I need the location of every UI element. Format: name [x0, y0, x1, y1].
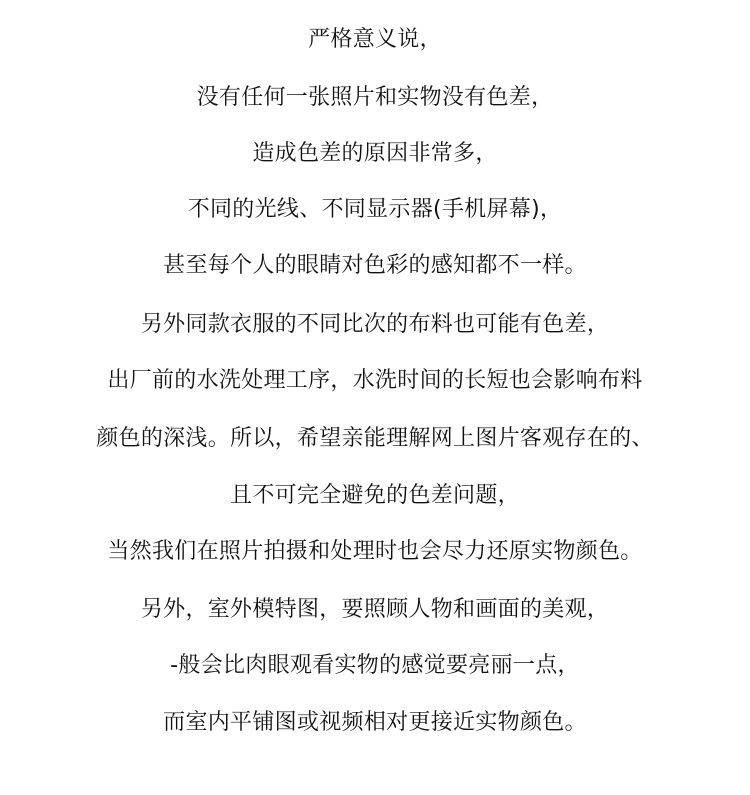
notice-line-13: 而室内平铺图或视频相对更接近实物颜色。	[163, 710, 587, 735]
notice-line-2: 没有任何一张照片和实物没有色差，	[196, 85, 554, 110]
notice-line-12: -般会比肉眼观看实物的感觉要亮丽一点，	[170, 653, 580, 678]
notice-line-8: 颜色的深浅。所以，希望亲能理解网上图片客观存在的、	[96, 426, 654, 451]
notice-line-4: 不同的光线、不同显示器(手机屏幕)，	[187, 197, 563, 222]
notice-line-7: 出厂前的水洗处理工序，水洗时间的长短也会影响布料	[107, 368, 643, 393]
notice-line-1: 严格意义说，	[308, 27, 442, 52]
notice-line-9: 且不可完全避免的色差问题，	[230, 483, 520, 508]
notice-line-10: 当然我们在照片拍摄和处理时也会尽力还原实物颜色。	[107, 539, 643, 564]
notice-line-3: 造成色差的原因非常多，	[252, 141, 498, 166]
notice-line-5: 甚至每个人的眼睛对色彩的感知都不一样。	[163, 253, 587, 278]
notice-line-11: 另外，室外模特图，要照顾人物和画面的美观，	[140, 597, 610, 622]
notice-line-6: 另外同款衣服的不同比次的布料也可能有色差，	[140, 312, 610, 337]
